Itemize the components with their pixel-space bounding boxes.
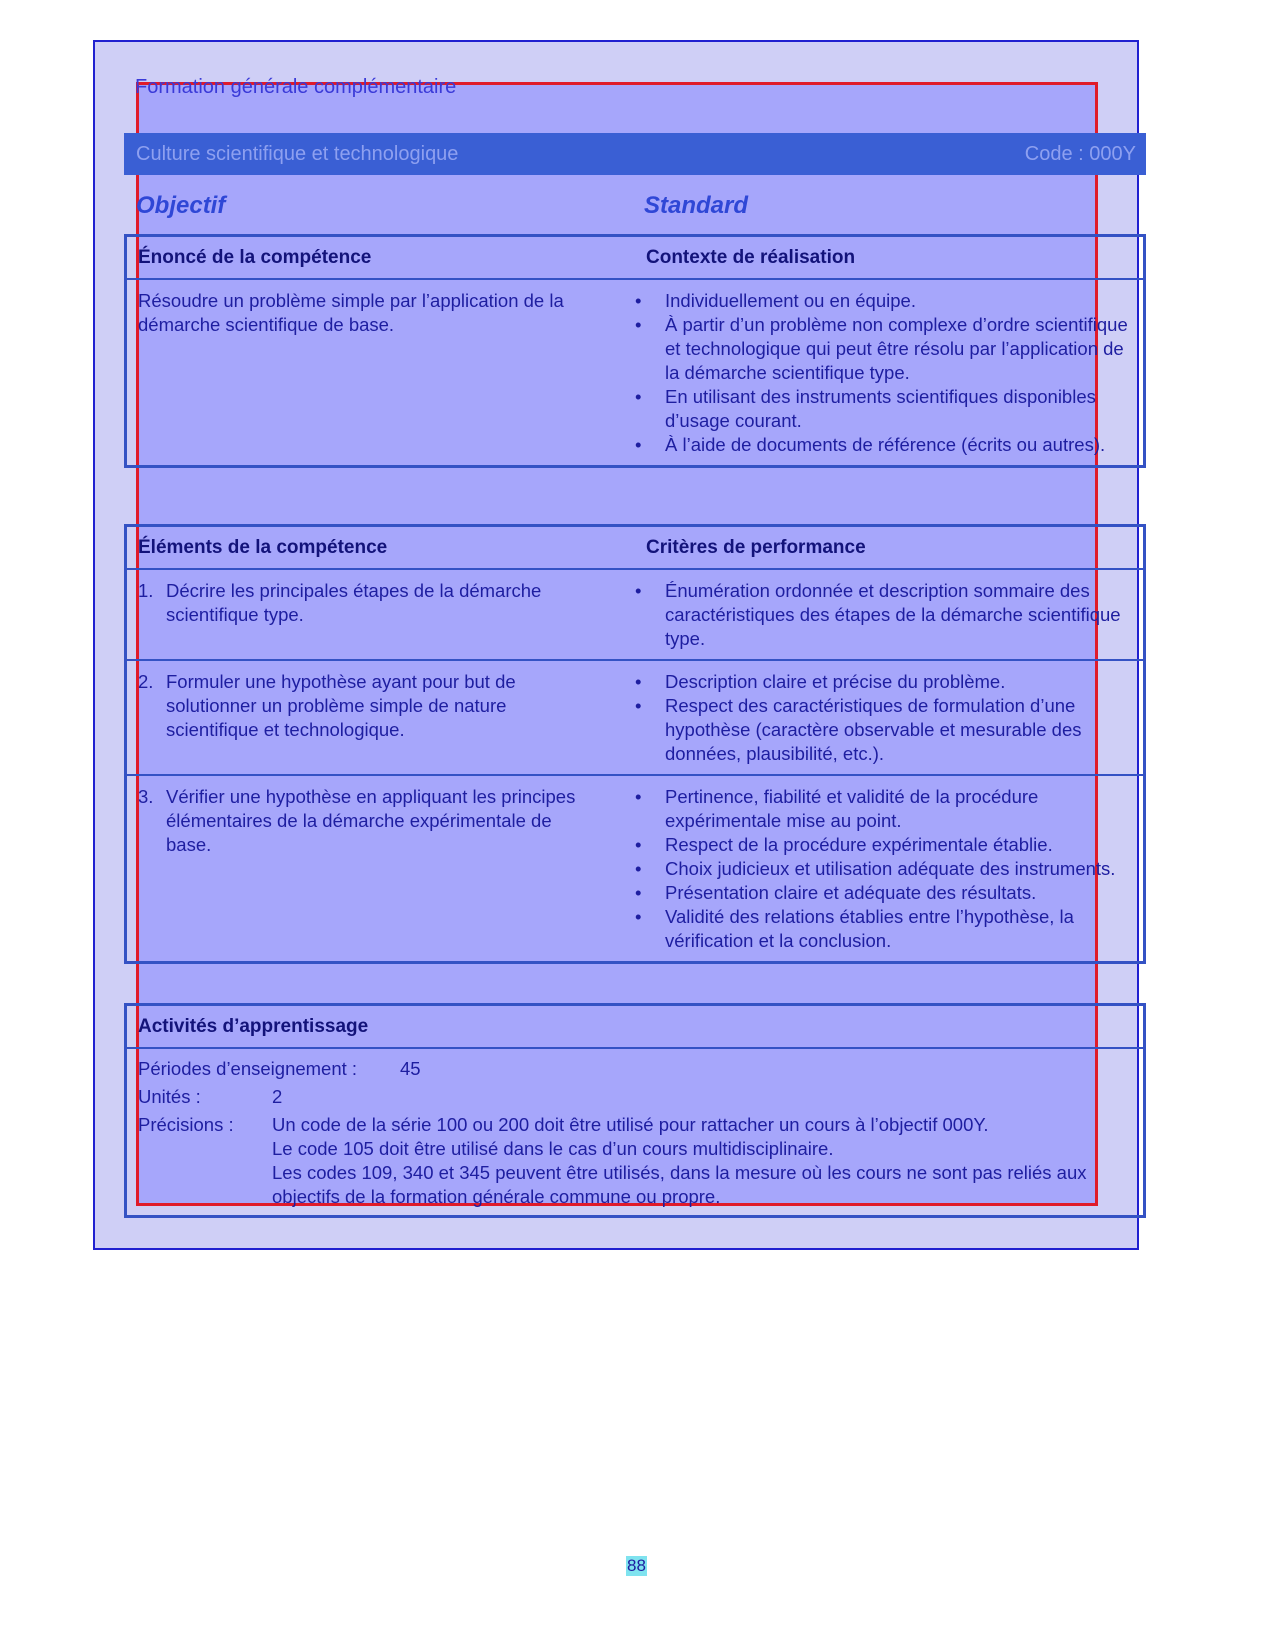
precisions-line — [138, 1113, 1143, 1209]
precision-item: Un code de la série 100 ou 200 doit être utilisé pour rattacher un cours à l’objectif 000Y. — [272, 1114, 989, 1135]
bullet-icon: • — [635, 882, 642, 903]
element-text: Décrire les principales étapes de la démarche scientifique type. — [166, 580, 542, 625]
list-item: • Choix judicieux et utilisation adéquate des instruments. — [635, 858, 1116, 879]
list-item: • En utilisant des instruments scientifiques disponibles d’usage courant. — [635, 386, 1096, 431]
context-list — [635, 289, 1140, 457]
activities-heading: Activités d’apprentissage — [138, 1016, 369, 1037]
criteria-cell — [635, 661, 1140, 774]
element-cell — [127, 661, 635, 774]
field-name: Culture scientifique et technologique — [136, 143, 459, 165]
precision-item: Les codes 109, 340 et 345 peuvent être utilisés, dans la mesure où les cours ne sont pas reliés aux objectifs de la formation générale commune ou propre. — [272, 1162, 1087, 1207]
element-number: 1. — [138, 580, 154, 601]
list-item: • Respect de la procédure expérimentale établie. — [635, 834, 1053, 855]
criteria-list — [635, 579, 1140, 651]
element-cell — [127, 776, 635, 961]
list-item: • Énumération ordonnée et description sommaire des caractéristiques des étapes de la démarche scientifique type. — [635, 580, 1121, 649]
criteria-cell — [635, 776, 1140, 961]
bullet-icon: • — [635, 434, 642, 455]
bullet-icon: • — [635, 786, 642, 807]
list-item: • Validité des relations établies entre l’hypothèse, la vérification et la conclusion. — [635, 906, 1074, 951]
context-heading: Contexte de réalisation — [646, 247, 856, 268]
list-item: • À l’aide de documents de référence (écrits ou autres). — [635, 434, 1106, 455]
units-line — [138, 1085, 1143, 1109]
element-number: 2. — [138, 671, 154, 692]
competence-row — [127, 280, 1143, 465]
competence-statement: Résoudre un problème simple par l’application de la démarche scientifique de base. — [138, 290, 564, 335]
bullet-icon: • — [635, 834, 642, 855]
standard-heading: Standard — [644, 192, 749, 219]
list-item: • Pertinence, fiabilité et validité de la procédure expérimentale mise au point. — [635, 786, 1039, 831]
bullet-icon: • — [635, 671, 642, 692]
bullet-icon: • — [635, 386, 642, 407]
competence-statement-heading: Énoncé de la compétence — [138, 247, 372, 268]
element-text: Formuler une hypothèse ayant pour but de solutionner un problème simple de nature scientifique et technologique. — [166, 671, 516, 740]
units-label: Unités : — [138, 1086, 201, 1107]
bullet-icon: • — [635, 906, 642, 927]
bullet-icon: • — [635, 695, 642, 716]
activities-box — [124, 1003, 1146, 1218]
program-title: Formation générale complémentaire — [135, 76, 457, 98]
list-item: • Présentation claire et adéquate des résultats. — [635, 882, 1037, 903]
elements-heading: Éléments de la compétence — [138, 537, 388, 558]
list-item: • Description claire et précise du problème. — [635, 671, 1006, 692]
periods-line — [138, 1057, 1143, 1081]
course-header — [124, 133, 1146, 175]
list-item: • À partir d’un problème non complexe d’ordre scientifique et technologique qui peut être résolu par l’application de la démarche scientifique type. — [635, 314, 1128, 383]
activities-body — [127, 1049, 1143, 1215]
activities-box-header — [127, 1006, 1143, 1049]
units-value: 2 — [272, 1086, 283, 1107]
objective-heading: Objectif — [136, 192, 226, 219]
list-item: • Respect des caractéristiques de formulation d’une hypothèse (caractère observable et mesurable des données, plausibilité, etc.). — [635, 695, 1082, 764]
bullet-icon: • — [635, 858, 642, 879]
column-headings — [136, 192, 1126, 226]
page-number: 88 — [627, 1556, 646, 1575]
course-code: Code : 000Y — [1024, 143, 1136, 165]
precisions-text — [272, 1113, 1143, 1209]
periods-value: 45 — [400, 1058, 421, 1079]
bullet-icon: • — [635, 290, 642, 311]
criteria-list — [635, 785, 1140, 953]
competence-box-header — [127, 237, 1143, 280]
element-text: Vérifier une hypothèse en appliquant les principes élémentaires de la démarche expérimentale de base. — [166, 786, 576, 855]
competence-box — [124, 234, 1146, 468]
element-cell — [127, 570, 635, 659]
bullet-icon: • — [635, 314, 642, 335]
element-row — [127, 659, 1143, 774]
elements-box — [124, 524, 1146, 964]
list-item: • Individuellement ou en équipe. — [635, 290, 916, 311]
bullet-icon: • — [635, 580, 642, 601]
context-list-cell — [635, 280, 1140, 465]
precisions-label: Précisions : — [138, 1114, 234, 1135]
element-row — [127, 774, 1143, 961]
criteria-list — [635, 670, 1140, 766]
elements-box-header — [127, 527, 1143, 570]
element-number: 3. — [138, 786, 154, 807]
periods-label: Périodes d’enseignement : — [138, 1058, 358, 1079]
criteria-cell — [635, 570, 1140, 659]
precision-item: Le code 105 doit être utilisé dans le cas d’un cours multidisciplinaire. — [272, 1138, 834, 1159]
element-row — [127, 570, 1143, 659]
criteria-heading: Critères de performance — [646, 537, 866, 558]
